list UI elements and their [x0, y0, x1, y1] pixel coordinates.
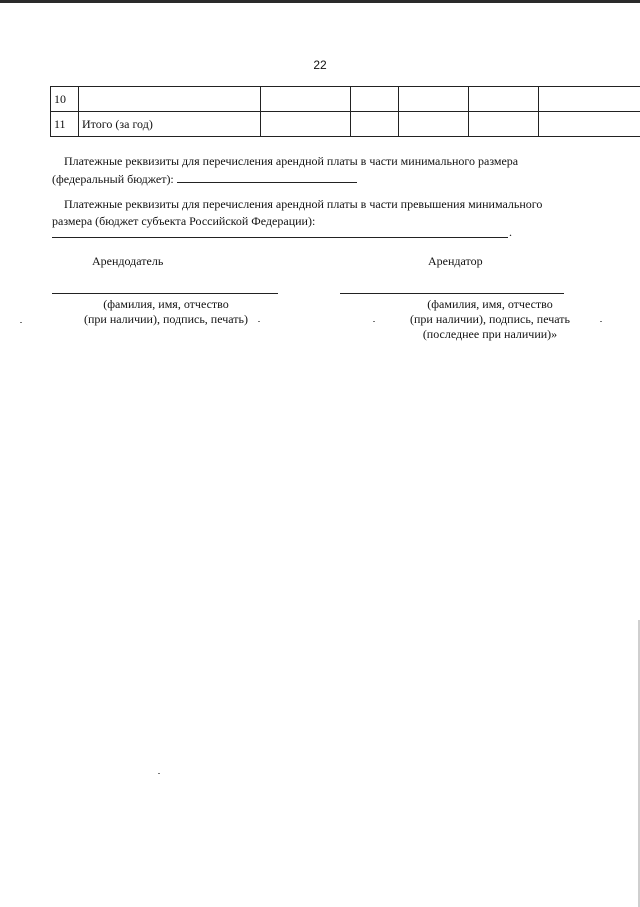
scan-top-edge: [0, 0, 640, 3]
regional-requisites-end: .: [509, 225, 512, 239]
regional-requisites-blank: [52, 237, 508, 238]
table-cell: [539, 87, 640, 112]
row-name-cell: Итого (за год): [79, 112, 261, 137]
regional-requisites-text: [52, 196, 592, 213]
scan-speck: [600, 321, 602, 322]
table-cell: [469, 112, 539, 137]
federal-requisites-text-2: [52, 170, 592, 188]
scan-speck: [158, 773, 160, 774]
federal-requisites-line2: (федеральный бюджет):: [52, 172, 174, 186]
tenant-caption-line2: (при наличии), подпись, печать: [409, 312, 571, 326]
regional-requisites-line2: размера (бюджет субъекта Российской Федерации):: [52, 214, 316, 228]
landlord-title: Арендодатель: [92, 254, 164, 268]
table-cell: [351, 112, 399, 137]
table-cell: [261, 112, 351, 137]
landlord-caption-line2: (при наличии), подпись, печать): [83, 312, 248, 326]
rent-table: [50, 86, 640, 137]
table-cell: [539, 112, 640, 137]
federal-requisites-text: [52, 153, 592, 170]
table-cell: [399, 87, 469, 112]
regional-requisites-line1: Платежные реквизиты для перечисления арендной платы в части превышения минимального: [64, 197, 543, 211]
scan-speck: [20, 322, 22, 323]
scan-speck: [373, 321, 375, 322]
landlord-signature-line: [52, 293, 278, 294]
row-number-cell: 10: [51, 87, 79, 112]
page-number: 22: [313, 58, 327, 72]
tenant-title: Арендатор: [428, 254, 483, 268]
table-cell: [261, 87, 351, 112]
row-name-cell: [79, 87, 261, 112]
federal-requisites-blank: [177, 170, 357, 183]
tenant-caption-line1: (фамилия, имя, отчество: [427, 297, 553, 311]
landlord-caption: [50, 297, 282, 327]
landlord-caption-line1: (фамилия, имя, отчество: [103, 297, 229, 311]
table-cell: [399, 112, 469, 137]
table-row: [51, 112, 640, 137]
row-number-cell: 11: [51, 112, 79, 137]
tenant-signature-line: [340, 293, 564, 294]
tenant-caption-line3: (последнее при наличии)»: [422, 327, 558, 341]
table-cell: [469, 87, 539, 112]
tenant-caption: [380, 297, 600, 342]
table-row: [51, 87, 640, 112]
table-cell: [351, 87, 399, 112]
scan-speck: [258, 321, 260, 322]
federal-requisites-line1: Платежные реквизиты для перечисления арендной платы в части минимального размера: [64, 154, 519, 168]
